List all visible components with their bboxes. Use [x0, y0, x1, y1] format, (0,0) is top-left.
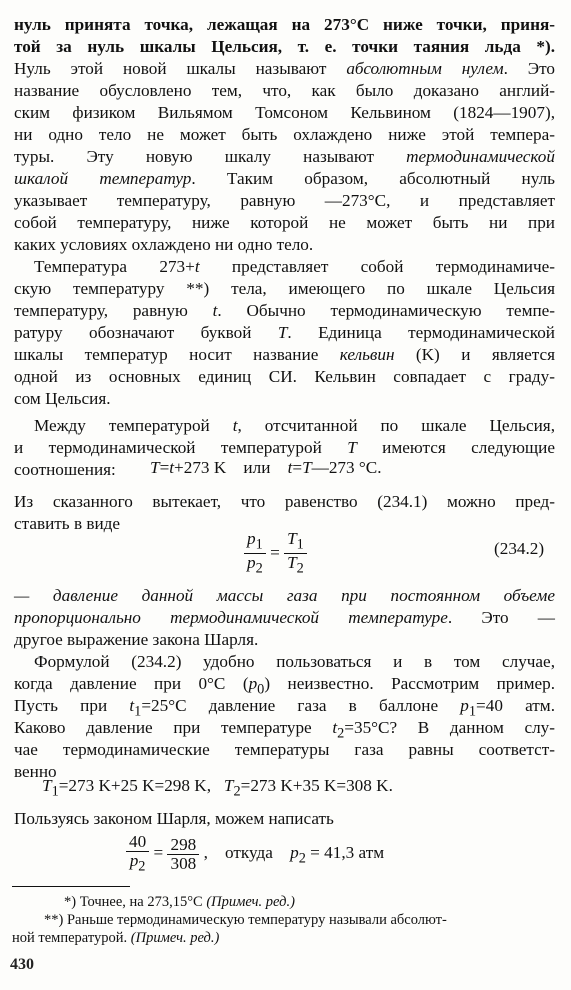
page-number: 430: [10, 956, 34, 973]
fraction-40-p2: $\frac{40}{p_2}$: [126, 833, 149, 875]
text-line-25: пропорционально термодинамической температуре. Это —: [14, 608, 555, 627]
text-line-20: и термодинамической температурой T имеются следующие: [14, 438, 555, 457]
text-line-33: Пользуясь законом Шарля, можем написать: [14, 809, 334, 828]
text-line-17: одной из основных единиц СИ. Кельвин совпадает с граду-: [14, 367, 555, 386]
formula-charles-example: $\frac{40}{p_2}$ = $\frac{298}{308}$ , откуда $p_2 = 41,3$ атм: [126, 833, 384, 875]
formula-t-T: T=t+273 K или t=T—273 °C.: [150, 458, 382, 477]
text-line-5: ским физиком Вильямом Томсоном Кельвином (1824—1907),: [14, 103, 555, 122]
text-line-26: другое выражение закона Шарля.: [14, 630, 259, 649]
footnote-2: **) Раньше термодинамическую температуру называли абсолют-: [44, 912, 447, 928]
text-line-21: соотношения:: [14, 460, 116, 479]
text-line-10: собой температуру, ниже которой не может быть ни при: [14, 213, 555, 232]
text-line-19: Между температурой t, отсчитанной по шкале Цельсия,: [34, 416, 555, 435]
text-line-12: Температура 273+t представляет собой термодинамиче-: [34, 257, 556, 276]
formula-234-2: $\frac{p_1}{p_2}$ = $\frac{T_1}{T_2}$: [244, 530, 307, 578]
text-line-23: ставить в виде: [14, 514, 121, 533]
text-line-16: шкалы температур носит название кельвин (K) и является: [14, 345, 555, 364]
fraction-T1-T2: $\frac{T_1}{T_2}$: [284, 530, 307, 578]
text-line-9: указывает температуру, равную —273°C, и представляет: [14, 191, 555, 210]
text-line-7: туры. Эту новую шкалу называют термодинамической: [14, 147, 555, 166]
text-line-6: ни одно тело не может быть охлаждено ниже этой темпера-: [14, 125, 555, 144]
text-line-3: Нуль этой новой шкалы называют абсолютным нулем. Это: [14, 59, 555, 78]
text-line-4: название обусловлено тем, что, как было доказано англий-: [14, 81, 555, 100]
text-line-31: чае термодинамические температуры газа равны соответст-: [14, 740, 555, 759]
footnote-1: *) Точнее, на 273,15°C (Примеч. ред.): [64, 894, 295, 910]
text-line-13: скую температуру **) тела, имеющего по шкале Цельсия: [14, 279, 555, 298]
text-line-30: Каково давление при температуре $t_2=35^\circ C$? В данном слу-: [14, 718, 555, 742]
fraction-298-308: $\frac{298}{308}$: [167, 836, 199, 873]
text-line-1: нуль принята точка, лежащая на 273°C ниже точки, приня-: [14, 15, 555, 34]
text-line-14: температуру, равную t. Обычно термодинамическую темпе-: [14, 301, 555, 320]
fraction-p1-p2: $\frac{p_1}{p_2}$: [244, 530, 266, 578]
text-line-8: шкалой температур. Таким образом, абсолютный нуль: [14, 169, 556, 188]
footnote-divider: [12, 886, 130, 887]
text-line-32: венно: [14, 762, 57, 781]
text-line-27: Формулой (234.2) удобно пользоваться и в том случае,: [34, 652, 555, 671]
text-line-15: ратуру обозначают буквой T. Единица термодинамической: [14, 323, 555, 342]
equation-number: (234.2): [494, 539, 545, 558]
text-line-22: Из сказанного вытекает, что равенство (234.1) можно пред-: [14, 492, 555, 511]
text-line-18: сом Цельсия.: [14, 389, 111, 408]
text-line-24: — давление данной массы газа при постоянном объеме: [14, 586, 555, 605]
text-line-29: Пусть при $t_1=25^\circ C$ давление газа в баллоне $p_1=40$ атм.: [14, 696, 555, 720]
text-line-11: каких условиях охлаждено ни одно тело.: [14, 235, 314, 254]
footnote-2-cont: ной температурой. (Примеч. ред.): [12, 930, 220, 946]
text-line-28: когда давление при 0°C $(p_0)$ неизвестно. Рассмотрим пример.: [14, 674, 555, 698]
text-line-2: той за нуль шкалы Цельсия, т. е. точки таяния льда *).: [14, 37, 555, 56]
formula-T1-T2: $T_1=273$ K+25 K=298 K, $T_2=273$ K+35 K=308 K.: [42, 776, 393, 800]
